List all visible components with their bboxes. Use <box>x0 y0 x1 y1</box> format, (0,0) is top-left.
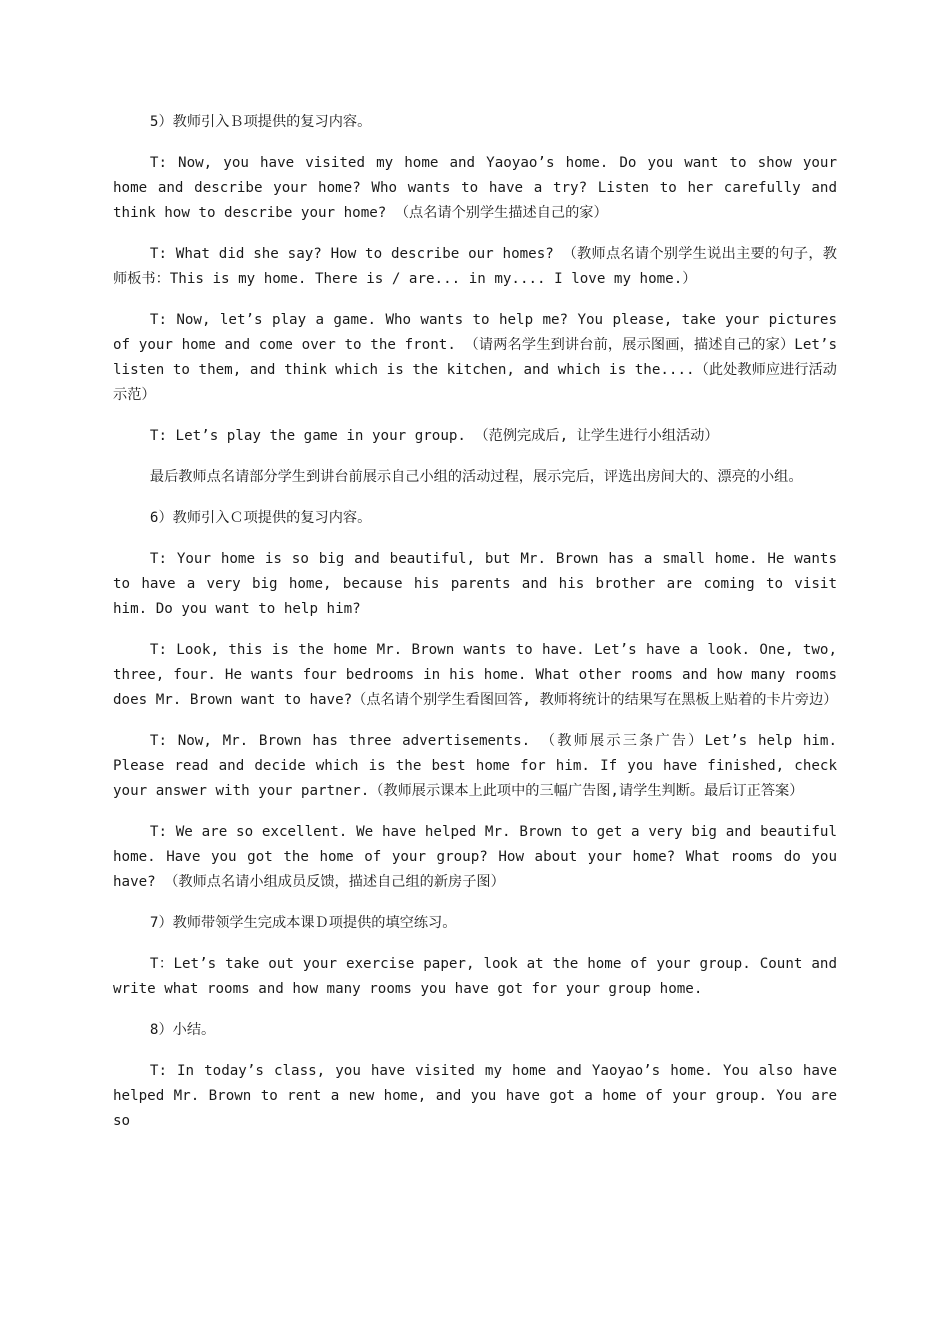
paragraph: T: Your home is so big and beautiful, but Mr. Brown has a small home. He wants to have a very big home, because his parents and his brother are coming to visit him. Do you want to help him? <box>113 551 837 617</box>
document-page <box>113 110 837 1134</box>
paragraph: T：Let’s take out your exercise paper, look at the home of your group. Count and write what rooms and how many rooms you have got for your group home. <box>113 956 837 997</box>
paragraph: T: We are so excellent. We have helped Mr. Brown to get a very big and beautiful home. Have you got the home of your group? How about your home? What rooms do you have? （教师点名请小组成员反馈，描述自己组的新房子图） <box>113 824 837 890</box>
paragraph: T: In today’s class, you have visited my home and Yaoyao’s home. You also have helped Mr. Brown to rent a new home, and you have got a home of your group. You are so <box>113 1063 837 1129</box>
section-heading-6: 6）教师引入Ｃ项提供的复习内容。 <box>149 510 372 526</box>
paragraph: T: Let’s play the game in your group. （范例完成后, 让学生进行小组活动） <box>149 428 719 444</box>
paragraph: 最后教师点名请部分学生到讲台前展示自己小组的活动过程，展示完后，评选出房间大的、漂亮的小组。 <box>149 469 803 485</box>
paragraph: T: Look, this is the home Mr. Brown wants to have. Let’s have a look. One, two, three, four. He wants four bedrooms in his home. What other rooms and how many rooms does Mr. Brown want to have?（点名请个别学生看图回答, 教师将统计的结果写在黑板上贴着的卡片旁边） <box>113 642 838 708</box>
section-heading-5: 5）教师引入Ｂ项提供的复习内容。 <box>149 114 372 130</box>
paragraph: T: Now, Mr. Brown has three advertisements. （教师展示三条广告）Let’s help him. Please read and decide which is the best home for him. If you have finished, check your answer with your partner.（教师展示课本上此项中的三幅广告图,请学生判断。最后订正答案） <box>113 733 837 799</box>
paragraph: T: What did she say? How to describe our homes? （教师点名请个别学生说出主要的句子，教师板书：This is my home. There is / are... in my.... I love my home.） <box>113 246 837 287</box>
section-heading-8: 8）小结。 <box>149 1022 216 1038</box>
section-heading-7: 7）教师带领学生完成本课Ｄ项提供的填空练习。 <box>149 915 457 931</box>
paragraph: T: Now, you have visited my home and Yaoyao’s home. Do you want to show your home and describe your home? Who wants to have a try? Listen to her carefully and think how to describe your home? （点名请个别学生描述自己的家） <box>113 155 837 221</box>
paragraph: T: Now, let’s play a game. Who wants to help me? You please, take your pictures of your home and come over to the front. （请两名学生到讲台前，展示图画，描述自己的家）Let’s listen to them, and think which is the kitchen, and which is the....（此处教师应进行活动示范） <box>113 312 837 403</box>
